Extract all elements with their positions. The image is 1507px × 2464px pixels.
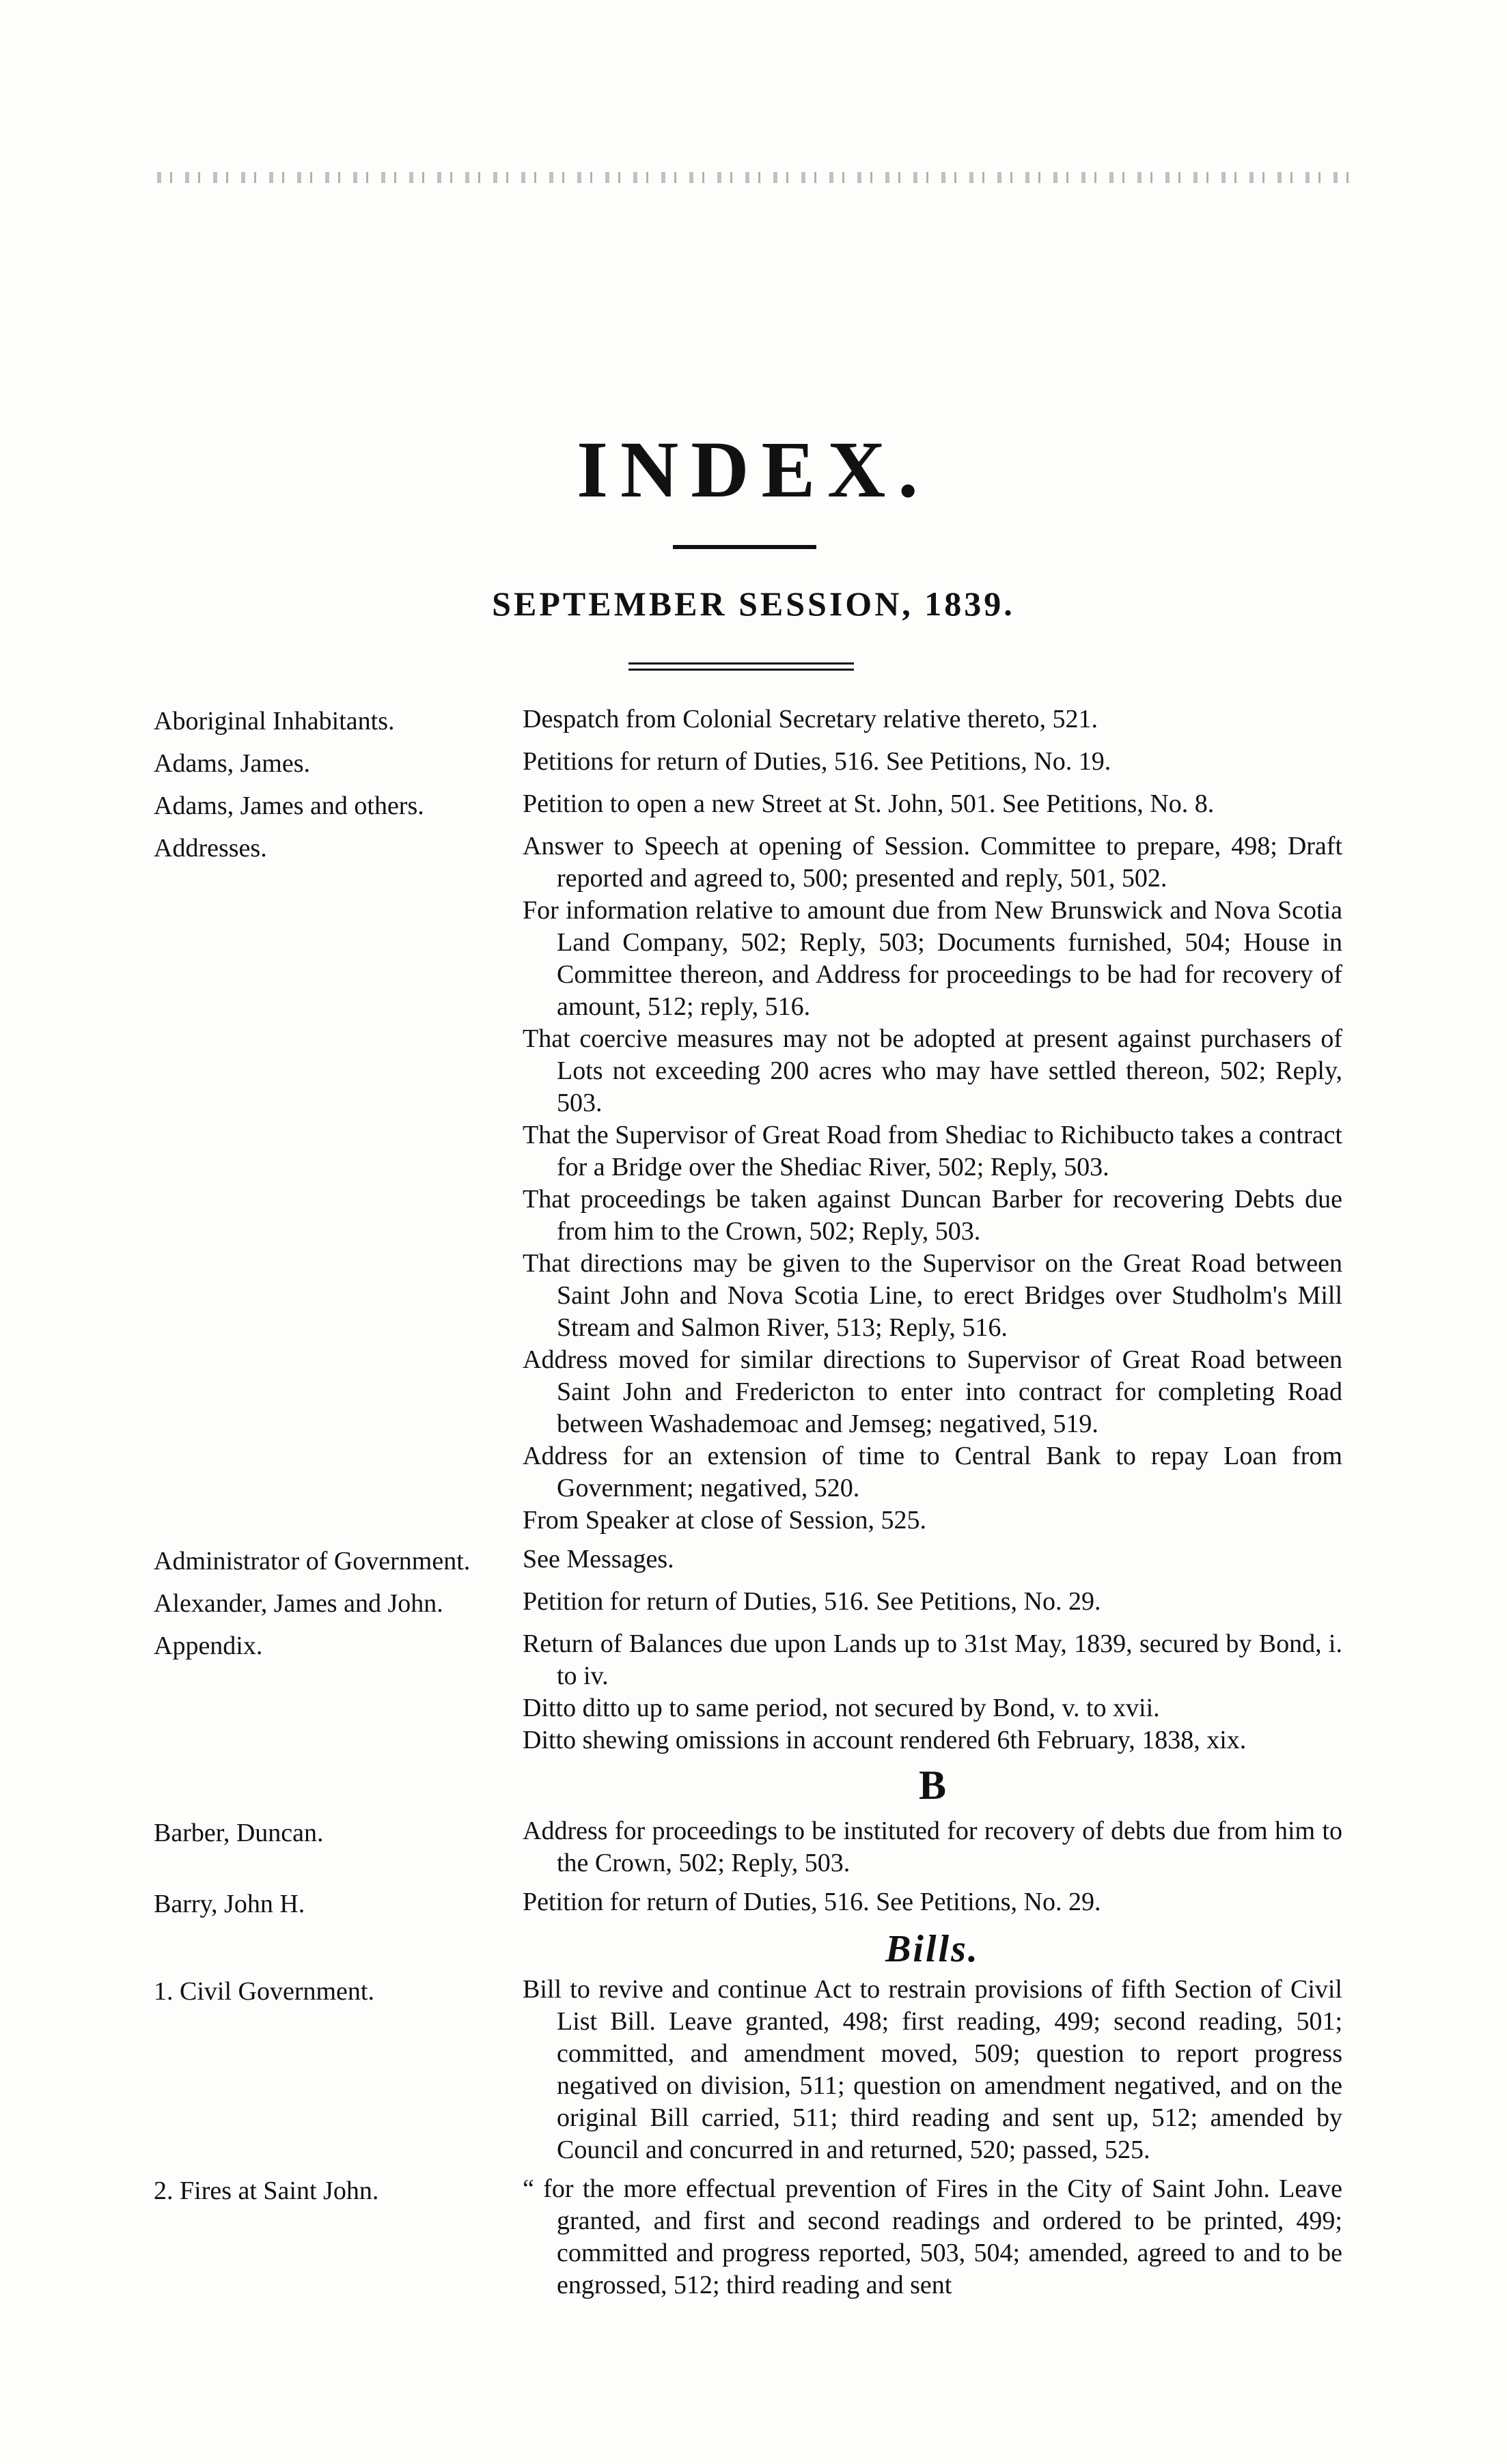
entry-paragraph: That proceedings be taken against Duncan Barber for recovering Debts due from him to the Crown, 502; Reply, 503. [523, 1185, 1342, 1246]
index-entries [154, 703, 1370, 2308]
entry-body [523, 1543, 1342, 1579]
entry-paragraph: Address moved for similar directions to Supervisor of Great Road between Saint John and Fredericton to enter into contract for completing Road between Washademoac and Jemseg; negatived, 519. [523, 1345, 1342, 1438]
index-entry [154, 703, 1370, 739]
entry-body [523, 703, 1342, 739]
entry-paragraph: Despatch from Colonial Secretary relative thereto, 521. [523, 705, 1098, 733]
index-entry [154, 1886, 1370, 1922]
entry-heading: Alexander, James and John. [154, 1589, 443, 1618]
scan-noise [157, 172, 1359, 183]
entry-body [523, 746, 1342, 781]
entry-body [523, 1586, 1342, 1621]
entry-heading: Addresses. [154, 834, 267, 863]
entry-paragraph: Ditto shewing omissions in account rendered 6th February, 1838, xix. [523, 1726, 1247, 1754]
index-entry [154, 1974, 1370, 2166]
entry-paragraph: Petitions for return of Duties, 516. See Petitions, No. 19. [523, 747, 1111, 776]
entry-body [523, 1628, 1342, 1756]
index-group-bills [154, 1974, 1370, 2301]
page-title: INDEX. [577, 425, 930, 514]
session-heading: SEPTEMBER SESSION, 1839. [492, 585, 1015, 623]
entry-paragraph: Petition for return of Duties, 516. See Petitions, No. 29. [523, 1587, 1101, 1616]
entry-paragraph: From Speaker at close of Session, 525. [523, 1506, 927, 1535]
index-entry [154, 1628, 1370, 1756]
entry-paragraph: See Messages. [523, 1545, 674, 1573]
index-entry [154, 2173, 1370, 2301]
entry-paragraph: Return of Balances due upon Lands up to 31st May, 1839, secured by Bond, i. to iv. [523, 1629, 1342, 1690]
entry-body [523, 1886, 1342, 1922]
entry-paragraph: Answer to Speech at opening of Session. Committee to prepare, 498; Draft reported and agreed to, 500; presented and reply, 501, 502. [523, 832, 1342, 893]
entry-body [523, 2173, 1342, 2301]
entry-paragraph: Bill to revive and continue Act to restrain provisions of fifth Section of Civil List Bill. Leave granted, 498; first reading, 499; second reading, 501; committed, and amendment moved, 509; question to report progress negatived on division, 511; question on amendment negatived, and on the original Bill carried, 511; third reading and sent up, 512; amended by Council and concurred in and returned, 520; passed, 525. [523, 1975, 1342, 2164]
entry-body [523, 830, 1342, 1537]
entry-paragraph: Petition to open a new Street at St. John, 501. See Petitions, No. 8. [523, 789, 1215, 818]
entry-heading: Administrator of Government. [154, 1547, 471, 1576]
entry-paragraph: Address for an extension of time to Central Bank to repay Loan from Government; negatived, 520. [523, 1442, 1342, 1502]
entry-heading: Aboriginal Inhabitants. [154, 707, 395, 736]
section-letter-b: B [918, 1763, 947, 1808]
entry-paragraph: That coercive measures may not be adopted at present against purchasers of Lots not exceeding 200 acres who may have settled thereon, 502; Reply, 503. [523, 1024, 1342, 1117]
index-entry [154, 788, 1370, 824]
entry-heading: Appendix. [154, 1632, 263, 1660]
entry-heading: 1. Civil Government. [154, 1977, 374, 2006]
entry-heading: 2. Fires at Saint John. [154, 2176, 379, 2205]
index-entry [154, 1815, 1370, 1879]
index-entry [154, 830, 1370, 1537]
entry-body [523, 1974, 1342, 2166]
entry-heading: Adams, James. [154, 749, 311, 778]
entry-body [523, 788, 1342, 824]
entry-paragraph: That the Supervisor of Great Road from Shediac to Richibucto takes a contract for a Bridge over the Shediac River, 502; Reply, 503. [523, 1121, 1342, 1181]
entry-paragraph: That directions may be given to the Supervisor on the Great Road between Saint John and Nova Scotia Line, to erect Bridges over Studholm's Mill Stream and Salmon River, 513; Reply, 516. [523, 1249, 1342, 1342]
index-entry [154, 746, 1370, 781]
bills-heading: Bills. [885, 1928, 980, 1970]
entry-paragraph: “ for the more effectual prevention of Fires in the City of Saint John. Leave granted, and first and second readings and ordered to be printed, 499; committed and progress reported, 503, 504; amended, agreed to and to be engrossed, 512; third reading and sent [523, 2174, 1342, 2299]
index-group-b [154, 1815, 1370, 1922]
entry-heading: Barry, John H. [154, 1890, 305, 1918]
entry-paragraph: Petition for return of Duties, 516. See Petitions, No. 29. [523, 1888, 1101, 1916]
entry-paragraph: Address for proceedings to be instituted for recovery of debts due from him to the Crown, 502; Reply, 503. [523, 1817, 1342, 1877]
title-rule [673, 545, 816, 549]
entry-heading: Adams, James and others. [154, 792, 424, 820]
index-entry [154, 1543, 1370, 1579]
entry-body [523, 1815, 1342, 1879]
index-group-a [154, 703, 1370, 1756]
index-entry [154, 1586, 1370, 1621]
entry-paragraph: Ditto ditto up to same period, not secured by Bond, v. to xvii. [523, 1694, 1160, 1722]
session-rule [628, 662, 854, 671]
entry-heading: Barber, Duncan. [154, 1819, 324, 1847]
entry-paragraph: For information relative to amount due from New Brunswick and Nova Scotia Land Company, 502; Reply, 503; Documents furnished, 504; House in Committee thereon, and Address for proceedings to be had for recovery of amount, 512; reply, 516. [523, 896, 1342, 1021]
